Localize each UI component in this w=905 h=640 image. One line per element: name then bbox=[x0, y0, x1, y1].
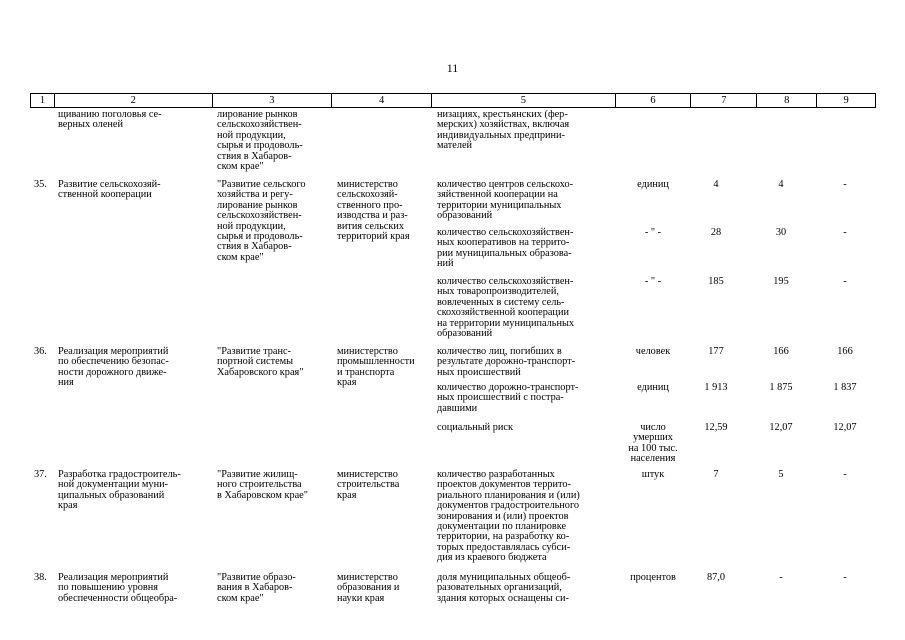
indicator-unit: - " - bbox=[644, 227, 662, 238]
indicator-value-7: 12,59 bbox=[704, 422, 728, 433]
row-executor: министерство образования и науки края bbox=[337, 572, 400, 604]
indicator-value-8: 1 875 bbox=[769, 382, 793, 393]
indicator-value-7: 87,0 bbox=[706, 572, 726, 583]
indicator-name: количество сельскохозяйствен- ных кооперативов на террито- рии муниципальных образова- ний bbox=[437, 227, 574, 270]
indicator-value-9: - bbox=[843, 227, 847, 238]
indicator-unit: единиц bbox=[637, 179, 669, 190]
indicator-name: количество разработанных проектов документов террито- риального планирования и (или) документов градостроительного зонирования и (или) проектов документации по планировке территории, на разработку ко- торых предоставлялась субси- дия из краевого бюджета bbox=[437, 469, 580, 564]
row-name: щиванию поголовья се- верных оленей bbox=[58, 109, 162, 131]
indicator-value-9: - bbox=[843, 179, 847, 190]
row-number: 38. bbox=[34, 572, 47, 583]
indicator-value-8: - bbox=[779, 572, 783, 583]
row-name: Реализация мероприятий по повышению уровня обеспеченности общеобра- bbox=[58, 572, 178, 604]
row-program: "Развитие жилищ- ного строительства в Хабаровском крае" bbox=[217, 469, 308, 501]
row-executor: министерство строительства края bbox=[337, 469, 400, 501]
row-executor: министерство сельскохозяй- ственного про- изводства и раз- вития сельских территорий края bbox=[337, 179, 410, 243]
indicator-value-9: - bbox=[843, 276, 847, 287]
indicator-name: количество дорожно-транспорт- ных происшествий с постра- давшими bbox=[437, 382, 579, 414]
indicator-unit: число умерших на 100 тыс. населения bbox=[628, 422, 678, 465]
row-name: Развитие сельскохозяй- ственной кооперации bbox=[58, 179, 161, 201]
indicator-unit: процентов bbox=[630, 572, 676, 583]
indicator-name: низациях, крестьянских (фер- мерских) хозяйствах, включая индивидуальных предприни- мателей bbox=[437, 109, 570, 152]
row-program: "Развитие транс- портной системы Хабаровского края" bbox=[217, 346, 304, 378]
indicator-name: доля муниципальных общеоб- разовательных организаций, здания которых оснащены си- bbox=[437, 572, 571, 604]
indicator-value-7: 1 913 bbox=[704, 382, 728, 393]
header-col-9: 9 bbox=[843, 95, 849, 106]
row-name: Реализация мероприятий по обеспечению безопас- ности дорожного движе- ния bbox=[58, 346, 169, 389]
indicator-value-9: - bbox=[843, 469, 847, 480]
header-col-3: 3 bbox=[213, 94, 333, 107]
row-number: 37. bbox=[34, 469, 47, 480]
header-col-5: 5 bbox=[432, 94, 616, 107]
header-col-8: 8 bbox=[757, 94, 817, 107]
indicator-value-7: 185 bbox=[708, 276, 724, 287]
row-program: "Развитие сельского хозяйства и регу- лирование рынков сельскохозяйствен- ной продукции, сырья и продоволь- ствия в Хабаров- ском крае" bbox=[217, 179, 306, 263]
indicator-name: количество сельскохозяйствен- ных товаропроизводителей, вовлеченных в систему сель- скохозяйственной кооперации на территории муниципальных образований bbox=[437, 276, 575, 340]
indicator-value-7: 177 bbox=[708, 346, 724, 357]
indicator-value-8: 166 bbox=[773, 346, 789, 357]
row-number: 36. bbox=[34, 346, 47, 357]
indicator-name: социальный риск bbox=[437, 422, 513, 433]
header-col-6: 6 bbox=[616, 94, 692, 107]
header-col-1: 1 bbox=[31, 94, 55, 107]
row-executor: министерство промышленности и транспорта края bbox=[337, 346, 415, 389]
header-col-2: 2 bbox=[55, 94, 213, 107]
indicator-value-8: 30 bbox=[775, 227, 787, 238]
row-name: Разработка градостроитель- ной документации муни- ципальных образований края bbox=[58, 469, 181, 512]
header-col-7: 7 bbox=[691, 94, 757, 107]
indicator-unit: - " - bbox=[644, 276, 662, 287]
indicator-value-8: 4 bbox=[778, 179, 784, 190]
indicator-value-9: 166 bbox=[837, 346, 853, 357]
indicator-unit: штук bbox=[641, 469, 665, 480]
indicator-value-7: 4 bbox=[713, 179, 719, 190]
table-header bbox=[30, 93, 876, 108]
page-number: 11 bbox=[446, 61, 459, 75]
indicator-unit: единиц bbox=[637, 382, 669, 393]
indicator-value-9: - bbox=[843, 572, 847, 583]
indicator-value-8: 12,07 bbox=[769, 422, 793, 433]
indicator-value-9: 12,07 bbox=[833, 422, 857, 433]
indicator-value-9: 1 837 bbox=[833, 382, 857, 393]
indicator-name: количество центров сельскохо- зяйственной кооперации на территории муниципальных образований bbox=[437, 179, 574, 222]
header-col-4: 4 bbox=[332, 94, 432, 107]
indicator-unit: человек bbox=[635, 346, 671, 357]
row-number: 35. bbox=[34, 179, 47, 190]
indicator-name: количество лиц, погибших в результате дорожно-транспорт- ных происшествий bbox=[437, 346, 576, 378]
row-program: "Развитие образо- вания в Хабаров- ском крае" bbox=[217, 572, 296, 604]
indicator-value-8: 195 bbox=[773, 276, 789, 287]
row-program: лирование рынков сельскохозяйствен- ной продукции, сырья и продоволь- ствия в Хабаров- ском крае" bbox=[217, 109, 303, 173]
indicator-value-8: 5 bbox=[778, 469, 784, 480]
indicator-value-7: 7 bbox=[713, 469, 719, 480]
indicator-value-7: 28 bbox=[710, 227, 722, 238]
